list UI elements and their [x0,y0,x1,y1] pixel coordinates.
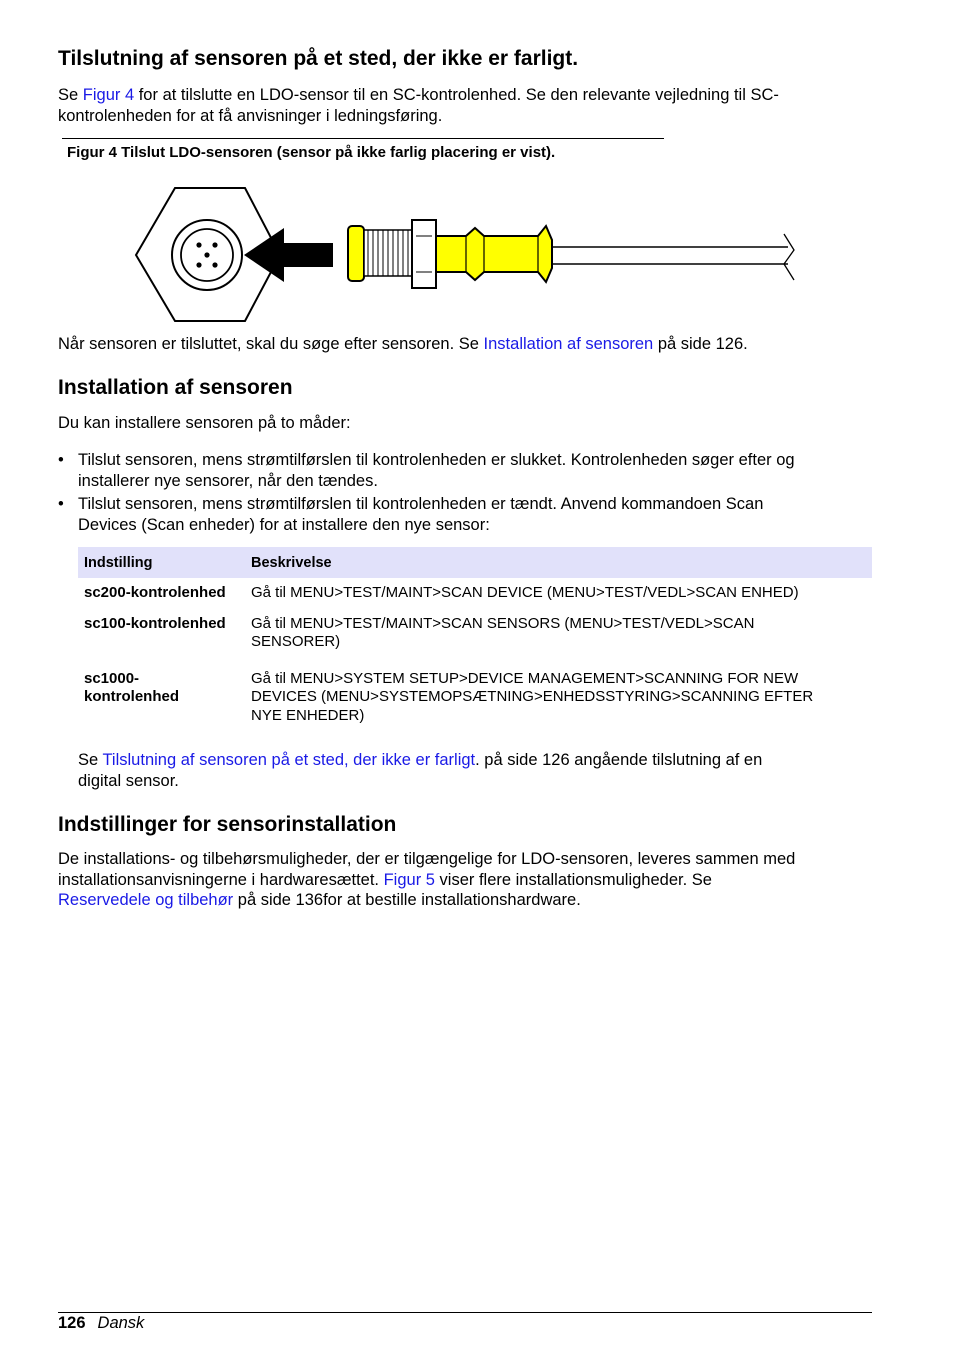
link-figur-4[interactable]: Figur 4 [82,86,135,104]
figure-top-rule [62,138,664,139]
list-item: • Tilslut sensoren, mens strømtilførslen til kontrolenheden er slukket. Kontrolenheden søger efter og installerer nye sensorer, når den tændes. [58,451,795,490]
link-reservedele-og-tilbehor[interactable]: Reservedele og tilbehør [58,891,234,909]
footer-language: Dansk [97,1314,145,1332]
link-installation-af-sensoren[interactable]: Installation af sensoren [483,335,654,353]
table-row: sc200-kontrolenhed Gå til MENU>TEST/MAINT>SCAN DEVICE (MENU>TEST/VEDL>SCAN ENHED) [84,584,799,601]
sensorinstallation-paragraph: De installations- og tilbehørsmuligheder, der er tilgængelige for LDO-sensoren, leveres sammen med installationsanvisningerne i hardwaresættet. Figur 5 viser flere installationsmuligheder. Se Reservedele og tilbehør på side 136for at bestille installationshardware. [58,850,796,909]
figure-caption: Figur 4 Tilslut LDO-sensoren (sensor på ikke farlig placering er vist). [67,144,556,161]
table-row: sc100-kontrolenhed Gå til MENU>TEST/MAINT>SCAN SENSORS (MENU>TEST/VEDL>SCAN SENSORER) [84,614,755,650]
section-title-nonhazard: Tilslutning af sensoren på et sted, der ikke er farligt. [58,47,579,70]
link-tilslutning-af-sensoren[interactable]: Tilslutning af sensoren på et sted, der ikke er farligt [102,751,476,769]
table-row: sc1000- kontrolenhed Gå til MENU>SYSTEM SETUP>DEVICE MANAGEMENT>SCANNING FOR NEW DEVICES (MENU>SYSTEMOPSÆTNING>ENHEDSSTYRING>SCANNING EFTER NYE ENHEDER) [84,669,814,724]
section1-paragraph: Se Figur 4 for at tilslutte en LDO-sensor til en SC-kontrolenhed. Se den relevante vejledning til SC- kontrolenheden for at få anvisninger i ledningsføring. [58,86,779,125]
after-figure-paragraph: Når sensoren er tilsluttet, skal du søge efter sensoren. Se Installation af sensoren på side 126. [58,335,748,353]
page-footer [58,1313,144,1333]
section-title-sensorinstallation: Indstillinger for sensorinstallation [58,813,397,836]
controller-settings-table [78,547,872,731]
header-indstilling: Indstilling [78,547,245,578]
section-title-installation: Installation af sensoren [58,376,293,399]
page-number: 126 [58,1314,86,1332]
header-beskrivelse: Beskrivelse [245,547,872,578]
installation-intro: Du kan installere sensoren på to måder: [58,414,351,432]
list-item: • Tilslut sensoren, mens strømtilførslen til kontrolenheden er tændt. Anvend kommandoen Scan Devices (Scan enheder) for at installere den nye sensor: [58,495,764,534]
installation-bullet-list [58,450,878,535]
table-header-row [78,547,872,578]
ldo-connection-figure [60,178,820,328]
after-table-paragraph: Se Tilslutning af sensoren på et sted, der ikke er farligt. på side 126 angående tilslutning af en digital sensor. [78,751,763,790]
footer-rule [58,1312,872,1313]
link-figur-5[interactable]: Figur 5 [383,870,435,889]
